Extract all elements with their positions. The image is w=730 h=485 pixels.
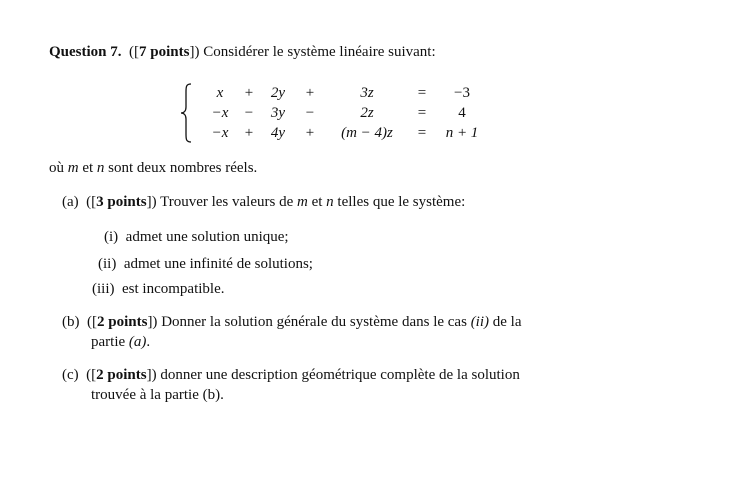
part-b-close: ]) <box>147 314 158 330</box>
part-a-item-i <box>104 228 289 246</box>
eq3-term-z: (m − 4)z <box>341 125 393 141</box>
part-b <box>62 313 522 331</box>
part-c-continuation <box>91 386 224 404</box>
part-b-open: ([ <box>87 314 97 330</box>
eq3-term-y: 4y <box>270 125 286 141</box>
part-b-line2-ref: (a) <box>128 334 147 350</box>
item-i-label: (i) <box>104 229 119 245</box>
item-iii-text: est incompatible. <box>122 281 225 297</box>
part-a-mid: et <box>307 194 327 210</box>
part-b-continuation <box>91 333 150 351</box>
eq1-term-x: x <box>216 85 224 101</box>
intro-m: m <box>67 160 79 176</box>
part-c-line2: trouvée à la partie (b). <box>91 387 224 403</box>
part-c-label: (c) <box>62 367 79 383</box>
eq1-rhs: −3 <box>454 85 470 101</box>
item-ii-text: admet une infinité de solutions; <box>123 256 313 272</box>
part-a-n: n <box>326 194 334 210</box>
part-b-line2-post: . <box>146 334 151 350</box>
part-a-open: ([ <box>86 194 97 210</box>
eq2-term-y: 3y <box>270 105 286 121</box>
item-iii-label: (iii) <box>92 281 115 297</box>
part-a-item-ii <box>98 255 313 273</box>
part-c-open: ([ <box>86 367 97 383</box>
intro-pre: où <box>49 160 68 176</box>
intro-mid: et <box>78 160 97 176</box>
eq1-equals: = <box>417 85 427 101</box>
part-b-points: 2 points <box>97 314 148 330</box>
equation-row-1 <box>180 84 500 102</box>
part-b-text-post: de la <box>489 314 522 330</box>
points-open: ([ <box>129 44 140 60</box>
eq3-op-1: + <box>244 125 254 141</box>
part-c-text: donner une description géométrique complète de la solution <box>156 367 520 383</box>
intro-text <box>49 159 257 177</box>
question-text: Considérer le système linéaire suivant: <box>199 44 436 60</box>
question-points: 7 points <box>139 44 190 60</box>
eq2-equals: = <box>417 105 427 121</box>
eq1-term-z: 3z <box>360 85 374 101</box>
points-close: ]) <box>189 44 200 60</box>
eq2-op-2: − <box>305 105 315 121</box>
part-b-text-pre: Donner la solution générale du système dans le cas <box>157 314 471 330</box>
part-c-points: 2 points <box>96 367 147 383</box>
eq3-rhs: n + 1 <box>445 125 479 141</box>
item-i-text: admet une solution unique; <box>125 229 289 245</box>
part-c-close: ]) <box>146 367 157 383</box>
part-a-close: ]) <box>146 194 157 210</box>
item-ii-label: (ii) <box>98 256 117 272</box>
eq1-op-1: + <box>244 85 254 101</box>
linear-system <box>180 83 500 143</box>
part-b-line2-pre: partie <box>91 334 129 350</box>
part-b-label: (b) <box>62 314 80 330</box>
part-c <box>62 366 520 384</box>
question-number: Question 7. <box>49 44 122 60</box>
eq2-op-1: − <box>244 105 254 121</box>
part-b-case: (ii) <box>470 314 490 330</box>
eq2-term-z: 2z <box>360 105 374 121</box>
part-a-label: (a) <box>62 194 79 210</box>
equation-row-2 <box>180 104 500 122</box>
equation-row-3 <box>180 124 500 142</box>
part-a-m: m <box>297 194 308 210</box>
eq1-op-2: + <box>305 85 315 101</box>
intro-post: sont deux nombres réels. <box>104 160 258 176</box>
question-heading <box>49 43 436 61</box>
eq3-op-2: + <box>305 125 315 141</box>
part-a <box>62 193 465 211</box>
eq3-equals: = <box>417 125 427 141</box>
part-a-text-pre: Trouver les valeurs de <box>156 194 297 210</box>
part-a-item-iii <box>92 280 224 298</box>
eq2-rhs: 4 <box>458 105 466 121</box>
part-a-points: 3 points <box>96 194 147 210</box>
eq3-term-x: −x <box>211 125 229 141</box>
eq2-term-x: −x <box>211 105 229 121</box>
part-a-text-post: telles que le système: <box>333 194 466 210</box>
intro-n: n <box>96 160 105 176</box>
eq1-term-y: 2y <box>270 85 286 101</box>
